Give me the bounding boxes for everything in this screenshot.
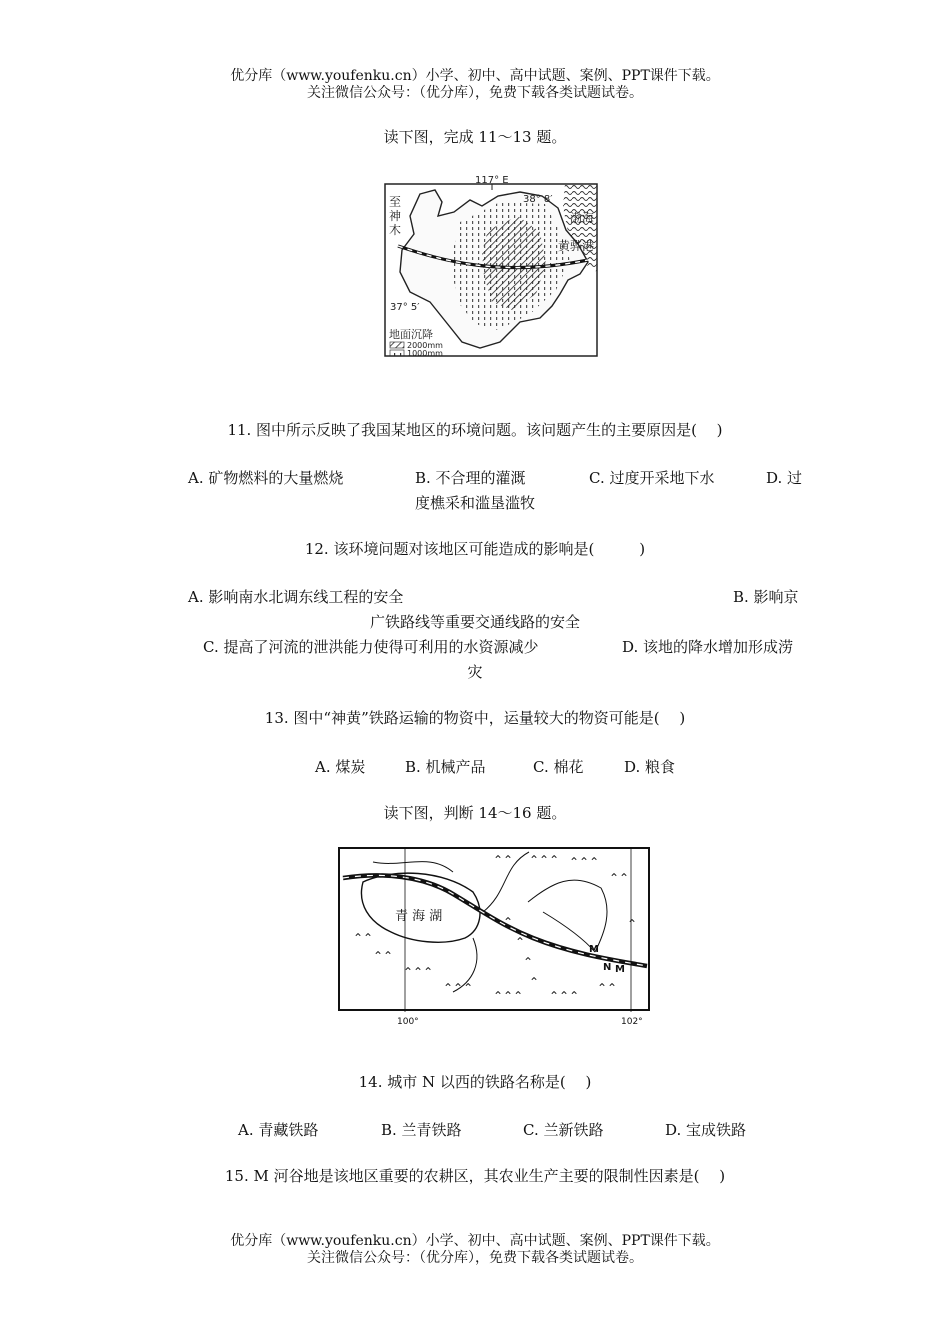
lat-label-37: 37° 5′ [390,302,420,313]
q14-option-a: A. 青藏铁路 [238,1121,319,1139]
svg-text:⌃: ⌃ [529,975,540,989]
svg-text:⌃⌃: ⌃⌃ [609,871,630,885]
q11-option-a: A. 矿物燃料的大量燃烧 [188,469,344,487]
q12-option-d-cont: 灾 [467,663,483,681]
footer-line-1: 优分库（www.youfenku.cn）小学、初中、高中试题、案例、PPT课件下载。 [230,1233,720,1249]
q13-option-c: C. 棉花 [533,758,584,776]
lat-label-38: 38° 8′ [523,194,553,205]
svg-text:⌃: ⌃ [627,917,638,931]
intro-11-13: 读下图，完成 11～13 题。 [383,128,567,146]
q14-option-c: C. 兰新铁路 [523,1121,604,1139]
svg-text:⌃⌃: ⌃⌃ [493,853,514,867]
svg-text:⌃⌃⌃: ⌃⌃⌃ [549,989,580,1003]
q11-option-d-cont: 度樵采和滥垦滥牧 [414,494,535,512]
intro-14-16: 读下图，判断 14～16 题。 [383,804,567,822]
legend-1000mm: 1000mm [407,349,443,358]
svg-text:⌃⌃⌃: ⌃⌃⌃ [529,853,560,867]
q12-option-d: D. 该地的降水增加形成涝 [622,638,794,656]
svg-text:⌃⌃⌃: ⌃⌃⌃ [569,855,600,869]
svg-text:⌃⌃: ⌃⌃ [373,949,394,963]
label-huanghua-port: 黄骅港 [558,239,595,253]
q14-option-d: D. 宝成铁路 [665,1121,747,1139]
lon-label-117: 117° E [475,175,509,186]
q13-option-d: D. 粮食 [624,758,676,776]
qinghai-map [333,842,655,1032]
label-qinghai-lake: 青 海 湖 [395,909,443,924]
label-to-shenmu: 至神木 [389,195,402,237]
q12-option-c: C. 提高了河流的泄洪能力使得可利用的水资源减少 [203,638,539,656]
label-bohai: 渤海 [570,211,595,225]
q11-option-d: D. 过 [766,469,803,487]
footer-line-2: 关注微信公众号：（优分库），免费下载各类试题试卷。 [307,1250,643,1266]
q11-option-c: C. 过度开采地下水 [589,469,715,487]
svg-text:⌃: ⌃ [503,915,514,929]
q12-option-b: B. 影响京 [733,588,799,606]
q11-option-b: B. 不合理的灌溉 [415,469,526,487]
svg-text:⌃: ⌃ [515,935,526,949]
lon-label-102: 102° [621,1017,643,1027]
label-city-m: M [589,944,599,955]
q14-stem: 14. 城市 N 以西的铁路名称是( ) [358,1073,592,1091]
svg-text:⌃: ⌃ [523,955,534,969]
svg-text:⌃⌃⌃: ⌃⌃⌃ [443,981,474,995]
q13-option-a: A. 煤炭 [315,758,366,776]
header-line-2: 关注微信公众号：（优分库），免费下载各类试题试卷。 [307,85,643,101]
q13-stem: 13. 图中“神黄”铁路运输的物资中，运量较大的物资可能是( ) [264,709,686,727]
svg-text:⌃⌃: ⌃⌃ [597,981,618,995]
subsidence-map [380,172,602,362]
lon-label-100: 100° [397,1017,419,1027]
header-line-1: 优分库（www.youfenku.cn）小学、初中、高中试题、案例、PPT课件下载。 [230,68,720,84]
svg-text:⌃⌃⌃: ⌃⌃⌃ [493,989,524,1003]
q12-option-a: A. 影响南水北调东线工程的安全 [188,588,404,606]
q15-stem: 15. M 河谷地是该地区重要的农耕区，其农业生产主要的限制性因素是( ) [224,1167,726,1185]
svg-text:⌃⌃: ⌃⌃ [353,931,374,945]
label-city-n: N [603,962,612,973]
label-city-m-2: M [615,964,625,975]
q14-option-b: B. 兰青铁路 [381,1121,462,1139]
legend-2000mm: 2000mm [407,341,443,350]
q12-option-b-cont: 广铁路线等重要交通线路的安全 [369,613,580,631]
legend-title: 地面沉降 [389,328,433,341]
svg-text:⌃⌃⌃: ⌃⌃⌃ [403,965,434,979]
q12-stem: 12. 该环境问题对该地区可能造成的影响是( ) [304,540,646,558]
q13-option-b: B. 机械产品 [405,758,486,776]
q11-stem: 11. 图中所示反映了我国某地区的环境问题。该问题产生的主要原因是( ) [227,421,723,439]
